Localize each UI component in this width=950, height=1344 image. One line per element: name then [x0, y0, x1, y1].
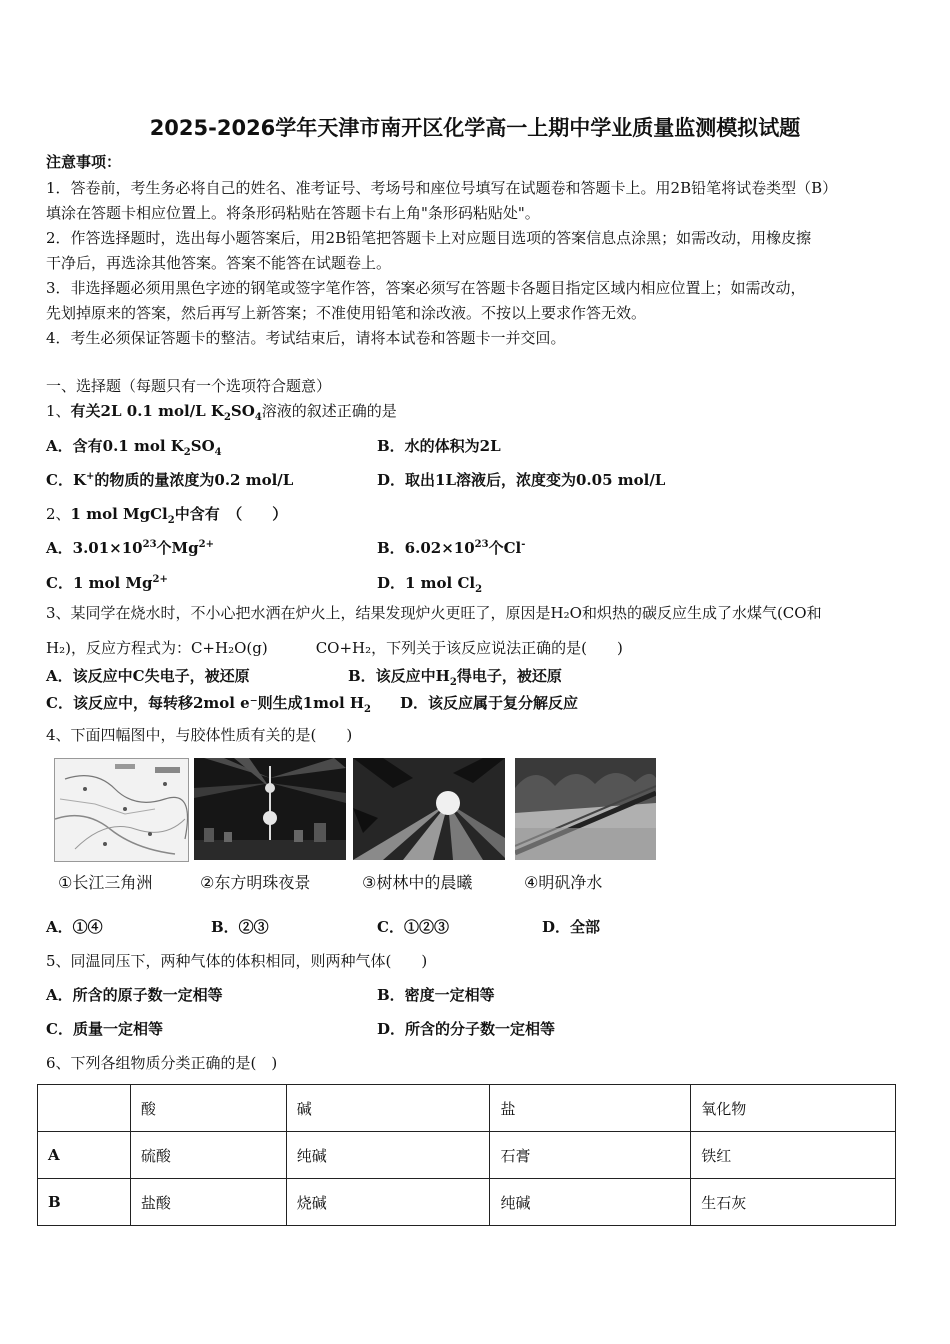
q2-option-d[interactable]: D．1 mol $Cl_2$	[377, 574, 483, 595]
q5-option-b[interactable]: B．密度一定相等	[377, 986, 495, 1004]
question-4-stem: 4、下面四幅图中，与胶体性质有关的是( )	[46, 726, 353, 744]
alum-water-purification-image	[515, 758, 656, 860]
q1-option-c[interactable]: C．K+的物质的量浓度为0.2 mol/L	[46, 471, 294, 489]
q3-option-c[interactable]: C．该反应中，每转移2mol e⁻则生成1mol $H_2$	[46, 694, 372, 715]
notice-line: 4．考生必须保证答题卡的整洁。考试结束后，请将本试卷和答题卡一并交回。	[46, 329, 566, 347]
image-caption-2: ②东方明珠夜景	[200, 873, 311, 892]
question-3-stem: 3、某同学在烧水时，不小心把水洒在炉火上，结果发现炉火更旺了，原因是H₂O和炽热的碳反应生成了水煤气(CO和	[46, 604, 822, 622]
q5-option-d[interactable]: D．所含的分子数一定相等	[377, 1020, 556, 1038]
notice-line: 填涂在答题卡相应位置上。将条形码粘贴在答题卡右上角"条形码粘贴处"。	[46, 204, 540, 222]
q2-option-a[interactable]: A．$3.01\times 10^{23}$个$Mg^{2+}$	[46, 539, 214, 557]
q1-option-a[interactable]: A．含有0.1 mol $K_2SO_4$	[46, 437, 222, 458]
image-caption-3: ③树林中的晨曦	[362, 873, 473, 892]
question-6-stem: 6、下列各组物质分类正确的是( )	[46, 1054, 278, 1072]
oriental-pearl-night-image	[194, 758, 346, 860]
table-header-cell: 酸	[130, 1085, 286, 1132]
table-row[interactable]	[38, 1179, 896, 1226]
table-header-row	[38, 1085, 896, 1132]
q3-option-b[interactable]: B．该反应中$H_2$得电子，被还原	[348, 667, 562, 688]
table-cell: 盐酸	[130, 1179, 286, 1226]
image-caption-1: ①长江三角洲	[58, 873, 153, 892]
table-header-cell: 盐	[490, 1085, 691, 1132]
forest-morning-light-image	[353, 758, 505, 860]
table-cell: 铁红	[691, 1132, 896, 1179]
q1-option-b[interactable]: B．水的体积为2L	[377, 437, 501, 455]
question-2-stem: 2、1 mol MgCl$_2$中含有 （ ）	[46, 505, 288, 526]
section-heading: 一、选择题（每题只有一个选项符合题意）	[46, 377, 332, 395]
table-cell: 硫酸	[130, 1132, 286, 1179]
q4-option-a[interactable]: A．①④	[46, 918, 103, 936]
table-header-cell: 氧化物	[691, 1085, 896, 1132]
table-cell: A	[38, 1132, 131, 1179]
q5-option-c[interactable]: C．质量一定相等	[46, 1020, 163, 1038]
table-cell: 纯碱	[490, 1179, 691, 1226]
table-cell: 烧碱	[286, 1179, 490, 1226]
page-title: 2025-2026学年天津市南开区化学高一上期中学业质量监测模拟试题	[149, 116, 801, 140]
table-header-cell	[38, 1085, 131, 1132]
classification-table	[37, 1084, 896, 1226]
table-header-cell: 碱	[286, 1085, 490, 1132]
q2-option-c[interactable]: C．1 mol $Mg^{2+}$	[46, 574, 168, 592]
yangtze-delta-map-image	[54, 758, 189, 862]
notice-line: 先划掉原来的答案，然后再写上新答案；不准使用铅笔和涂改液。不按以上要求作答无效。	[46, 304, 647, 322]
table-cell: 生石灰	[691, 1179, 896, 1226]
notice-line: 2．作答选择题时，选出每小题答案后，用2B铅笔把答题卡上对应题目选项的答案信息点涂黑；如需改动，用橡皮擦	[46, 229, 812, 247]
q4-option-c[interactable]: C．①②③	[377, 918, 449, 936]
q4-option-b[interactable]: B．②③	[211, 918, 269, 936]
q3-option-a[interactable]: A．该反应中C失电子，被还原	[46, 667, 250, 685]
table-row[interactable]	[38, 1132, 896, 1179]
table-cell: 纯碱	[286, 1132, 490, 1179]
q5-option-a[interactable]: A．所含的原子数一定相等	[46, 986, 223, 1004]
notice-line: 3．非选择题必须用黑色字迹的钢笔或签字笔作答，答案必须写在答题卡各题目指定区域内相应位置上；如需改动，	[46, 279, 806, 297]
notice-line: 1．答卷前，考生务必将自己的姓名、准考证号、考场号和座位号填写在试题卷和答题卡上。用2B铅笔将试卷类型（B）	[46, 179, 838, 197]
question-5-stem: 5、同温同压下，两种气体的体积相同，则两种气体( )	[46, 952, 428, 970]
table-cell: B	[38, 1179, 131, 1226]
notice-line: 干净后，再选涂其他答案。答案不能答在试题卷上。	[46, 254, 392, 272]
q3-option-d[interactable]: D．该反应属于复分解反应	[400, 694, 579, 712]
q4-option-d[interactable]: D．全部	[542, 918, 601, 936]
image-caption-4: ④明矾净水	[524, 873, 603, 892]
q2-option-b[interactable]: B．$6.02\times 10^{23}$个Cl-	[377, 539, 526, 557]
notice-heading: 注意事项：	[46, 153, 122, 171]
question-3-stem-line2: H₂)，反应方程式为：C+H₂O(g) CO+H₂，下列关于该反应说法正确的是( )	[46, 639, 623, 657]
q1-option-d[interactable]: D．取出1L溶液后，浓度变为0.05 mol/L	[377, 471, 666, 489]
question-1-stem: 1、有关2L 0.1 mol/L $K_2SO_4$溶液的叙述正确的是	[46, 402, 397, 423]
table-cell: 石膏	[490, 1132, 691, 1179]
